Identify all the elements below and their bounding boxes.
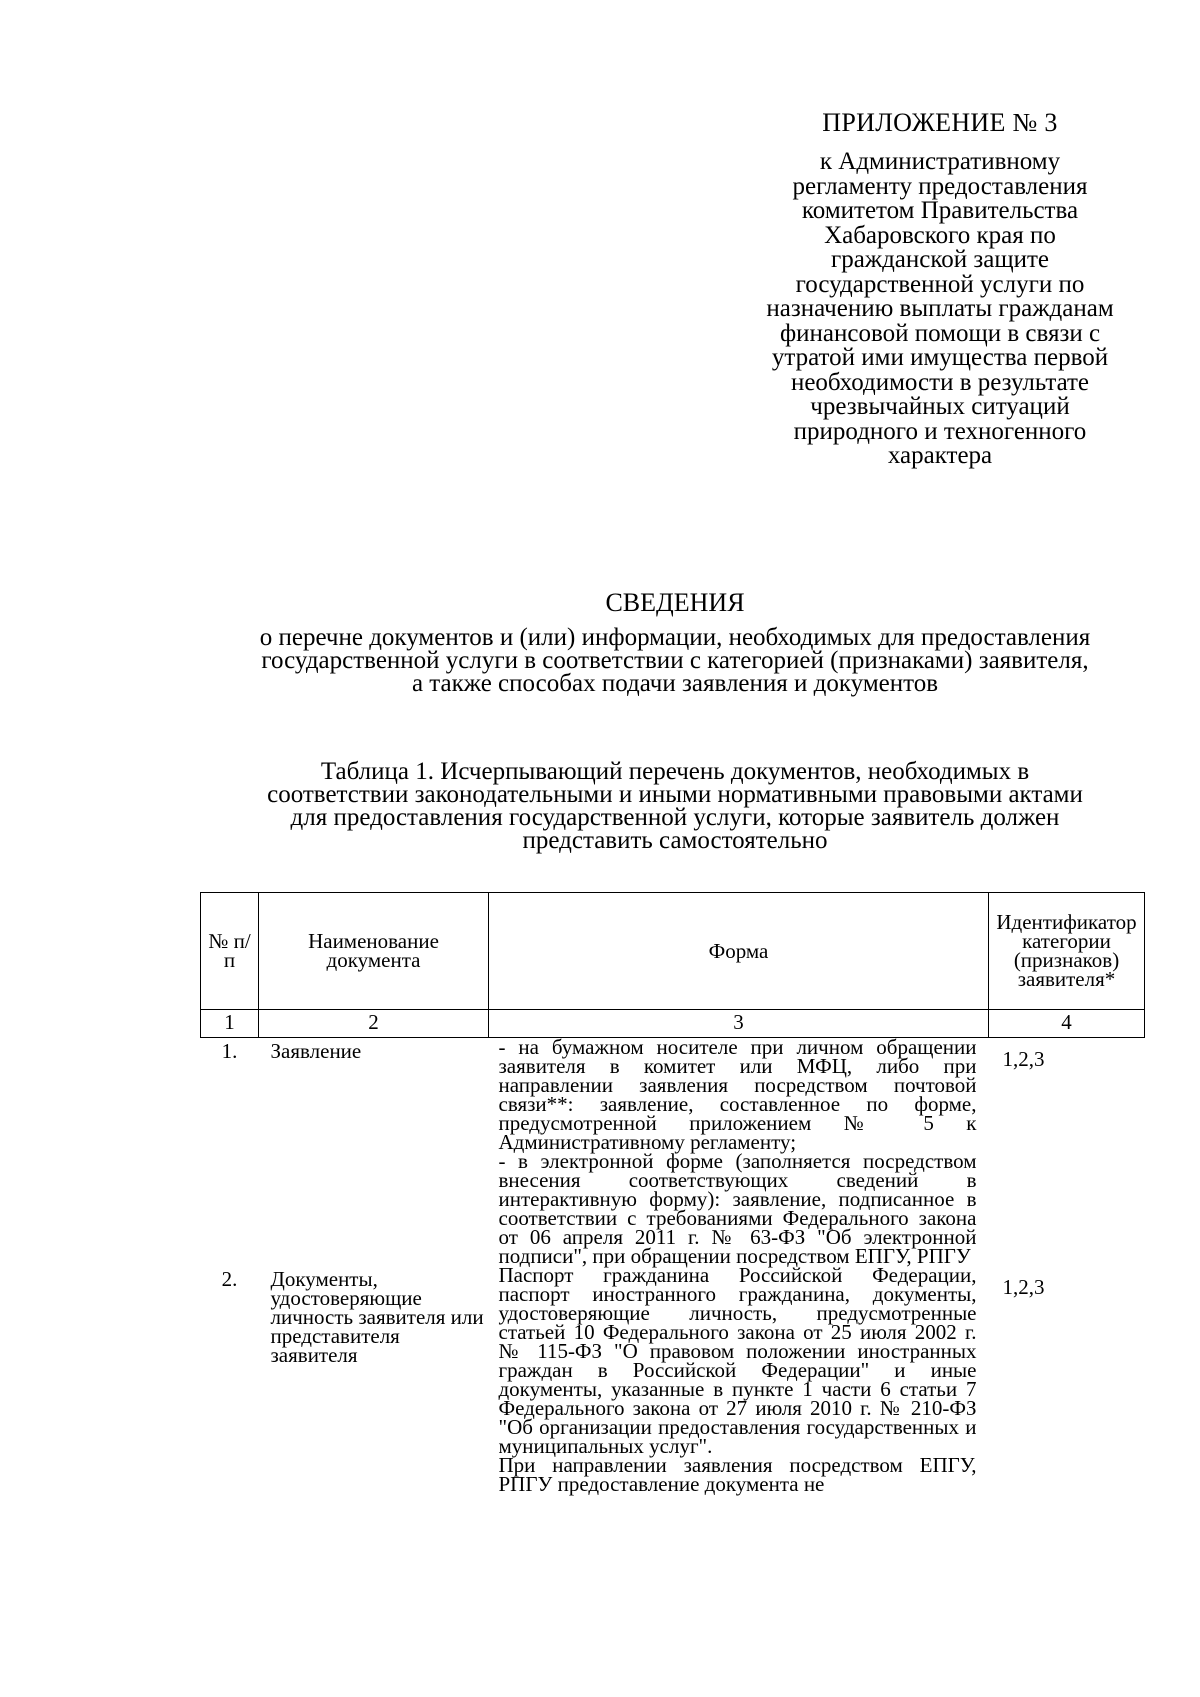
appendix-line: к Административному	[819, 148, 1061, 175]
appendix-line: назначению выплаты гражданам	[766, 295, 1114, 322]
appendix-line: Хабаровского края по	[824, 221, 1056, 249]
row-form	[489, 1263, 989, 1496]
appendix-line: регламенту предоставления	[792, 172, 1088, 200]
caption-line: для предоставления государственной услуги, которые заявитель должен	[290, 804, 1060, 831]
row-number: 2.	[221, 1267, 238, 1291]
table-row	[201, 1266, 1145, 1494]
document-heading	[100, 588, 1200, 695]
header-category: Идентификатор категории (признаков) заявителя*	[989, 893, 1145, 1010]
appendix-line: финансовой помощи в связи с	[779, 319, 1101, 347]
appendix-line: характера	[887, 442, 993, 469]
row-category: 1,2,3	[1002, 1047, 1045, 1071]
table-caption	[100, 760, 1200, 852]
table-header-row	[201, 893, 1145, 1010]
column-number: 2	[259, 1010, 489, 1038]
appendix-line: комитетом Правительства	[801, 197, 1079, 224]
caption-line: соответствии законодательными и иными нормативными правовыми актами	[267, 781, 1083, 808]
header-form: Форма	[489, 893, 989, 1010]
appendix-text	[740, 150, 1140, 469]
appendix-line: чрезвычайных ситуаций	[810, 393, 1070, 420]
subtitle-line: государственной услуги в соответствии с категорией (признаками) заявителя,	[261, 647, 1089, 674]
caption-line: Таблица 1. Исчерпывающий перечень документов, необходимых в	[320, 758, 1030, 785]
row-document-name: Документы, удостоверяющие личность заявителя или представителя заявителя	[270, 1267, 484, 1367]
column-number: 1	[201, 1010, 259, 1038]
column-number: 4	[989, 1010, 1145, 1038]
appendix-line: государственной услуги по	[795, 270, 1085, 298]
header-name: Наименование документа	[259, 893, 489, 1010]
header-num: № п/п	[201, 893, 259, 1010]
appendix-line: природного и техногенного	[793, 417, 1087, 445]
appendix-line: гражданской защите	[830, 246, 1050, 273]
subtitle-line: о перечне документов и (или) информации, необходимых для предоставления	[259, 624, 1091, 651]
table-row	[201, 1038, 1145, 1267]
row-number: 1.	[221, 1039, 238, 1063]
column-numbers-row	[201, 1010, 1145, 1038]
row-document-name: Заявление	[270, 1039, 362, 1063]
document-title: СВЕДЕНИЯ	[605, 588, 745, 617]
caption-line: представить самостоятельно	[522, 827, 828, 854]
appendix-line: необходимости в результате	[790, 368, 1090, 396]
form-paragraph: - в электронной форме (заполняется посредством внесения соответствующих сведений в интерактивную форму): заявление, подписанное в соответствии с требованиями Федерального закона от 06 апреля 2011 г. № 63-ФЗ "Об электронной подписи", при обращении посредством ЕПГУ, РПГУ	[498, 1149, 977, 1268]
appendix-line: утратой ими имущества первой	[771, 344, 1109, 371]
form-paragraph: При направлении заявления посредством ЕПГУ, РПГУ предоставление документа не	[498, 1453, 977, 1496]
documents-table	[200, 892, 1145, 1494]
row-category: 1,2,3	[1002, 1275, 1045, 1299]
document-subtitle	[100, 626, 1200, 695]
form-paragraph: Паспорт гражданина Российской Федерации, паспорт иностранного гражданина, документы, удостоверяющие личность, предусмотренные статьей 10 Федерального закона от 25 июля 2002 г. № 115-ФЗ "О правовом положении иностранных граждан в Российской Федерации" и иные документы, указанные в пункте 1 части 6 статьи 7 Федерального закона от 27 июля 2010 г. № 210-ФЗ "Об организации предоставления государственных и муниципальных услуг".	[498, 1263, 977, 1458]
row-form	[489, 1035, 989, 1268]
subtitle-line: а также способах подачи заявления и документов	[411, 670, 939, 697]
appendix-title: ПРИЛОЖЕНИЕ № 3	[822, 108, 1058, 137]
column-number: 3	[489, 1010, 989, 1038]
form-paragraph: - на бумажном носителе при личном обращении заявителя в комитет или МФЦ, либо при направлении заявления посредством почтовой связи**: заявление, составленное по форме, предусмотренной приложением № 5 к Административному регламенту;	[498, 1035, 977, 1154]
appendix-block	[740, 108, 1140, 469]
